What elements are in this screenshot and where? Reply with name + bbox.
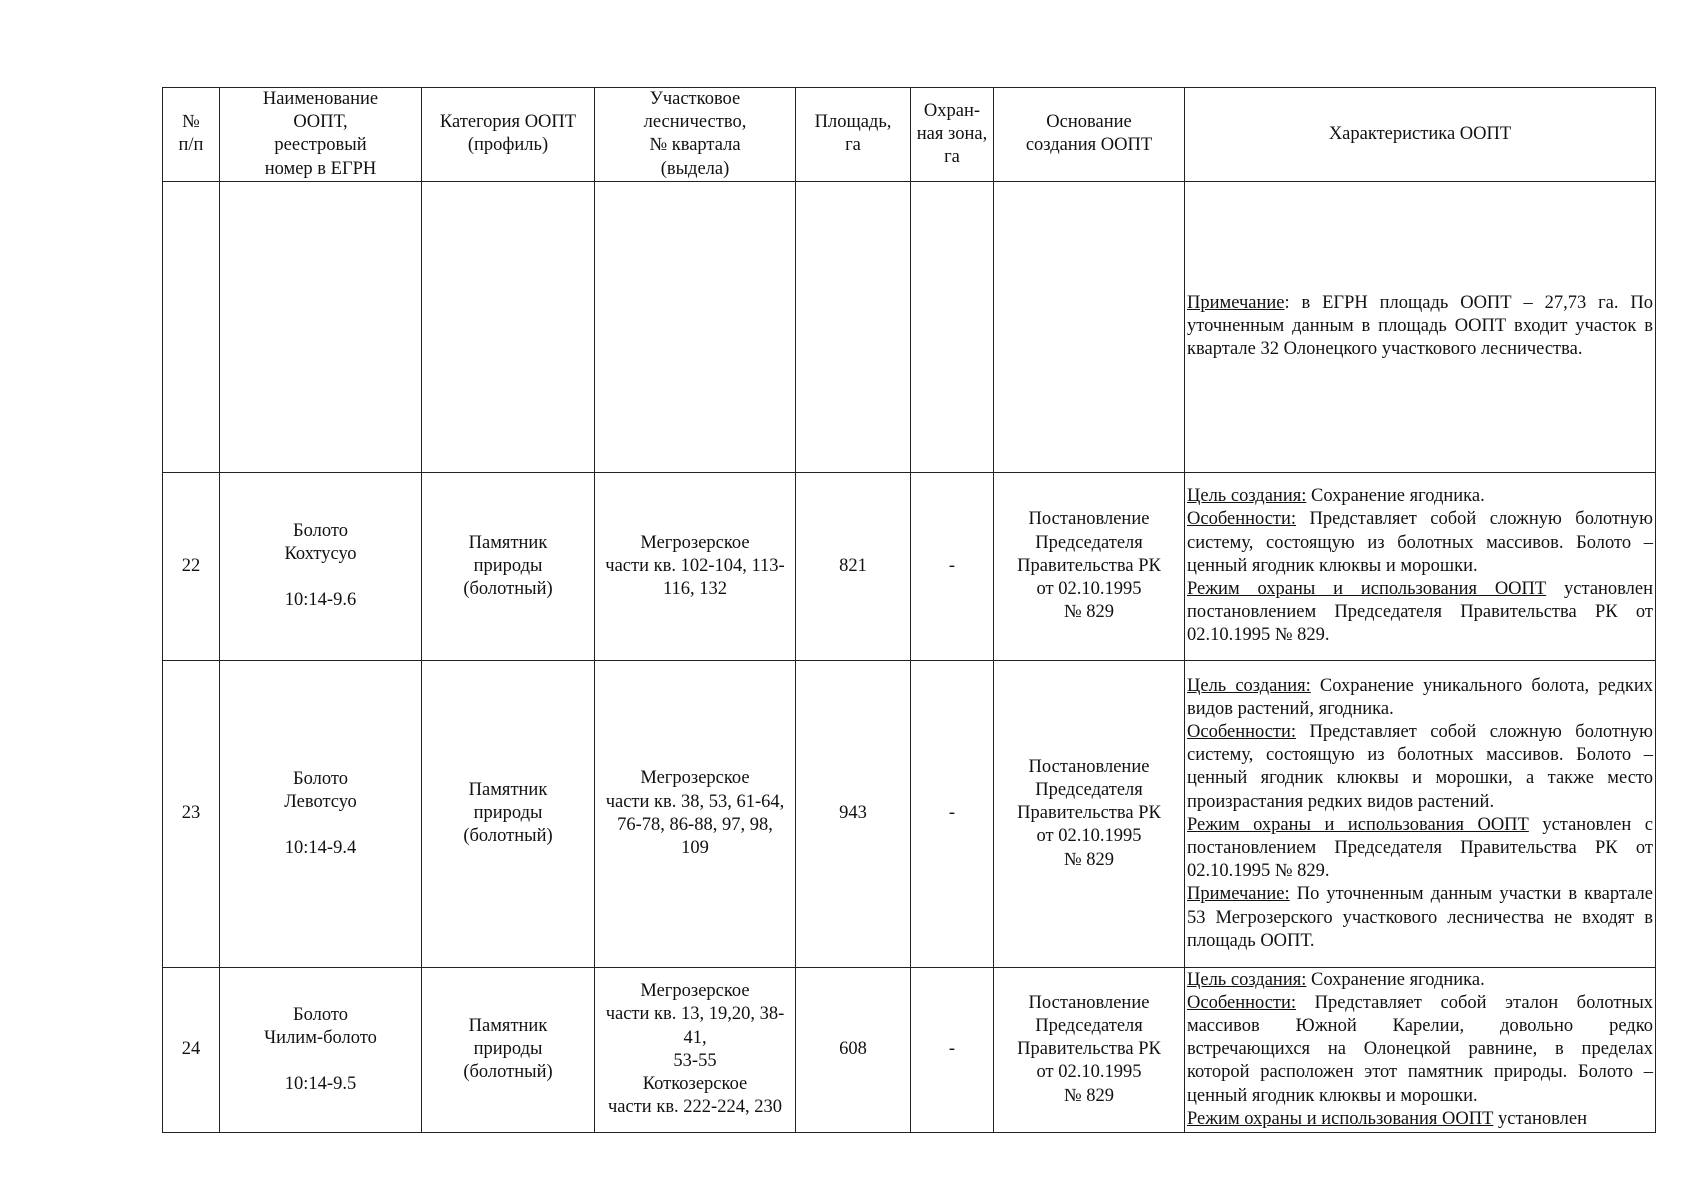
- regime-label: Режим охраны и использования ООПТ: [1187, 1108, 1494, 1129]
- cell-buffer-zone: -: [911, 660, 994, 967]
- goal-text: Сохранение уникального болота, редких видов растений, ягодника.: [1187, 675, 1653, 719]
- cell-forestry: Мегрозерское части кв. 102-104, 113- 116, 132: [595, 472, 796, 660]
- cell-empty: [796, 181, 911, 472]
- cell-characteristics: [1185, 660, 1656, 967]
- header-buffer-zone: Охран- ная зона, га: [911, 88, 994, 182]
- regime-label: Режим охраны и использования ООПТ: [1187, 578, 1547, 599]
- cell-category: Памятник природы (болотный): [422, 967, 595, 1132]
- cell-area: 821: [796, 472, 911, 660]
- cell-forestry: Мегрозерское части кв. 38, 53, 61-64, 76-78, 86-88, 97, 98, 109: [595, 660, 796, 967]
- registry-number: 10:14-9.5: [284, 1073, 357, 1094]
- table-row-continuation: [163, 181, 1656, 472]
- goal-label: Цель создания:: [1187, 969, 1307, 990]
- cell-empty: [994, 181, 1185, 472]
- cell-number: 22: [163, 472, 220, 660]
- features-label: Особенности:: [1187, 992, 1297, 1013]
- table-row: [163, 472, 1656, 660]
- cell-category: Памятник природы (болотный): [422, 472, 595, 660]
- cell-number: 23: [163, 660, 220, 967]
- registry-number: 10:14-9.6: [284, 590, 357, 611]
- cell-name: [220, 660, 422, 967]
- header-number: № п/п: [163, 88, 220, 182]
- oopt-name: Болото Чилим-болото: [264, 1004, 377, 1048]
- cell-basis: Постановление Председателя Правительства РК от 02.10.1995 № 829: [994, 660, 1185, 967]
- cell-empty: [220, 181, 422, 472]
- cell-empty: [163, 181, 220, 472]
- goal-text: Сохранение ягодника.: [1306, 969, 1485, 990]
- cell-characteristics: [1185, 181, 1656, 472]
- header-area: Площадь, га: [796, 88, 911, 182]
- cell-buffer-zone: -: [911, 472, 994, 660]
- cell-number: 24: [163, 967, 220, 1132]
- regime-label: Режим охраны и использования ООПТ: [1187, 814, 1529, 835]
- header-name: Наименование ООПТ, реестровый номер в ЕГРН: [220, 88, 422, 182]
- features-label: Особенности:: [1187, 722, 1297, 742]
- note-text: : в ЕГРН площадь ООПТ – 27,73 га. По уточненным данным в площадь ООПТ входит участок в квартале 32 Олонецкого участкового лесничества.: [1187, 293, 1653, 360]
- header-forestry: Участковое лесничество, № квартала (выдела): [595, 88, 796, 182]
- regime-paragraph: [1187, 814, 1653, 884]
- oopt-name: Болото Левотсуо: [284, 768, 357, 812]
- oopt-table: [162, 87, 1656, 1133]
- cell-forestry: Мегрозерское части кв. 13, 19,20, 38- 41, 53-55 Коткозерское части кв. 222-224, 230: [595, 967, 796, 1132]
- features-paragraph: [1187, 721, 1653, 814]
- table-row: [163, 967, 1656, 1132]
- cell-empty: [422, 181, 595, 472]
- oopt-name: Болото Кохтусуо: [284, 521, 357, 565]
- features-paragraph: [1187, 992, 1653, 1108]
- cell-name: [220, 967, 422, 1132]
- goal-paragraph: [1187, 969, 1653, 992]
- header-basis: Основание создания ООПТ: [994, 88, 1185, 182]
- goal-text: Сохранение ягодника.: [1306, 486, 1485, 507]
- cell-area: 943: [796, 660, 911, 967]
- cell-area: 608: [796, 967, 911, 1132]
- cell-characteristics: [1185, 967, 1656, 1132]
- regime-text: установлен постановлением Председателя Правительства РК от 02.10.1995 № 829.: [1187, 578, 1654, 646]
- cell-category: Памятник природы (болотный): [422, 660, 595, 967]
- note-label: Примечание:: [1187, 884, 1290, 905]
- cell-name: [220, 472, 422, 660]
- goal-label: Цель создания:: [1187, 675, 1311, 696]
- cell-empty: [595, 181, 796, 472]
- cell-characteristics: [1185, 472, 1656, 660]
- cell-basis: Постановление Председателя Правительства РК от 02.10.1995 № 829: [994, 472, 1185, 660]
- features-paragraph: [1187, 508, 1653, 578]
- features-text: Представляет собой эталон болотных массивов Южной Карелии, довольно редко встречающихся на Олонецкой равнине, в пределах которой расположен этот памятник природы. Болото – ценный ягодник клюквы и морошки.: [1187, 992, 1653, 1106]
- cell-empty: [911, 181, 994, 472]
- goal-paragraph: [1187, 675, 1653, 721]
- regime-text: установлен с постановлением Председателя Правительства РК от 02.10.1995 № 829.: [1187, 814, 1653, 882]
- table-row: [163, 660, 1656, 967]
- goal-label: Цель создания:: [1187, 486, 1307, 507]
- header-characteristics: Характеристика ООПТ: [1185, 88, 1656, 182]
- cell-basis: Постановление Председателя Правительства РК от 02.10.1995 № 829: [994, 967, 1185, 1132]
- features-text: Представляет собой сложную болотную систему, состоящую из болотных массивов. Болото – ценный ягодник клюквы и морошки.: [1187, 509, 1653, 576]
- header-row: [163, 88, 1656, 182]
- regime-paragraph: [1187, 1108, 1653, 1131]
- note-label: Примечание: [1187, 293, 1285, 313]
- regime-paragraph: [1187, 578, 1653, 648]
- goal-paragraph: [1187, 485, 1653, 508]
- regime-text: установлен: [1493, 1108, 1587, 1129]
- note-paragraph: [1187, 883, 1653, 953]
- features-text: Представляет собой сложную болотную систему, состоящую из болотных массивов. Болото – ценный ягодник клюквы и морошки, а также место произрастания редких видов растений.: [1187, 722, 1653, 812]
- features-label: Особенности:: [1187, 509, 1297, 530]
- cell-buffer-zone: -: [911, 967, 994, 1132]
- note-text: По уточненным данным участки в квартале 53 Мегрозерского участкового лесничества не входят в площадь ООПТ.: [1187, 884, 1653, 951]
- registry-number: 10:14-9.4: [284, 837, 357, 858]
- header-category: Категория ООПТ (профиль): [422, 88, 595, 182]
- note-paragraph: [1187, 292, 1653, 362]
